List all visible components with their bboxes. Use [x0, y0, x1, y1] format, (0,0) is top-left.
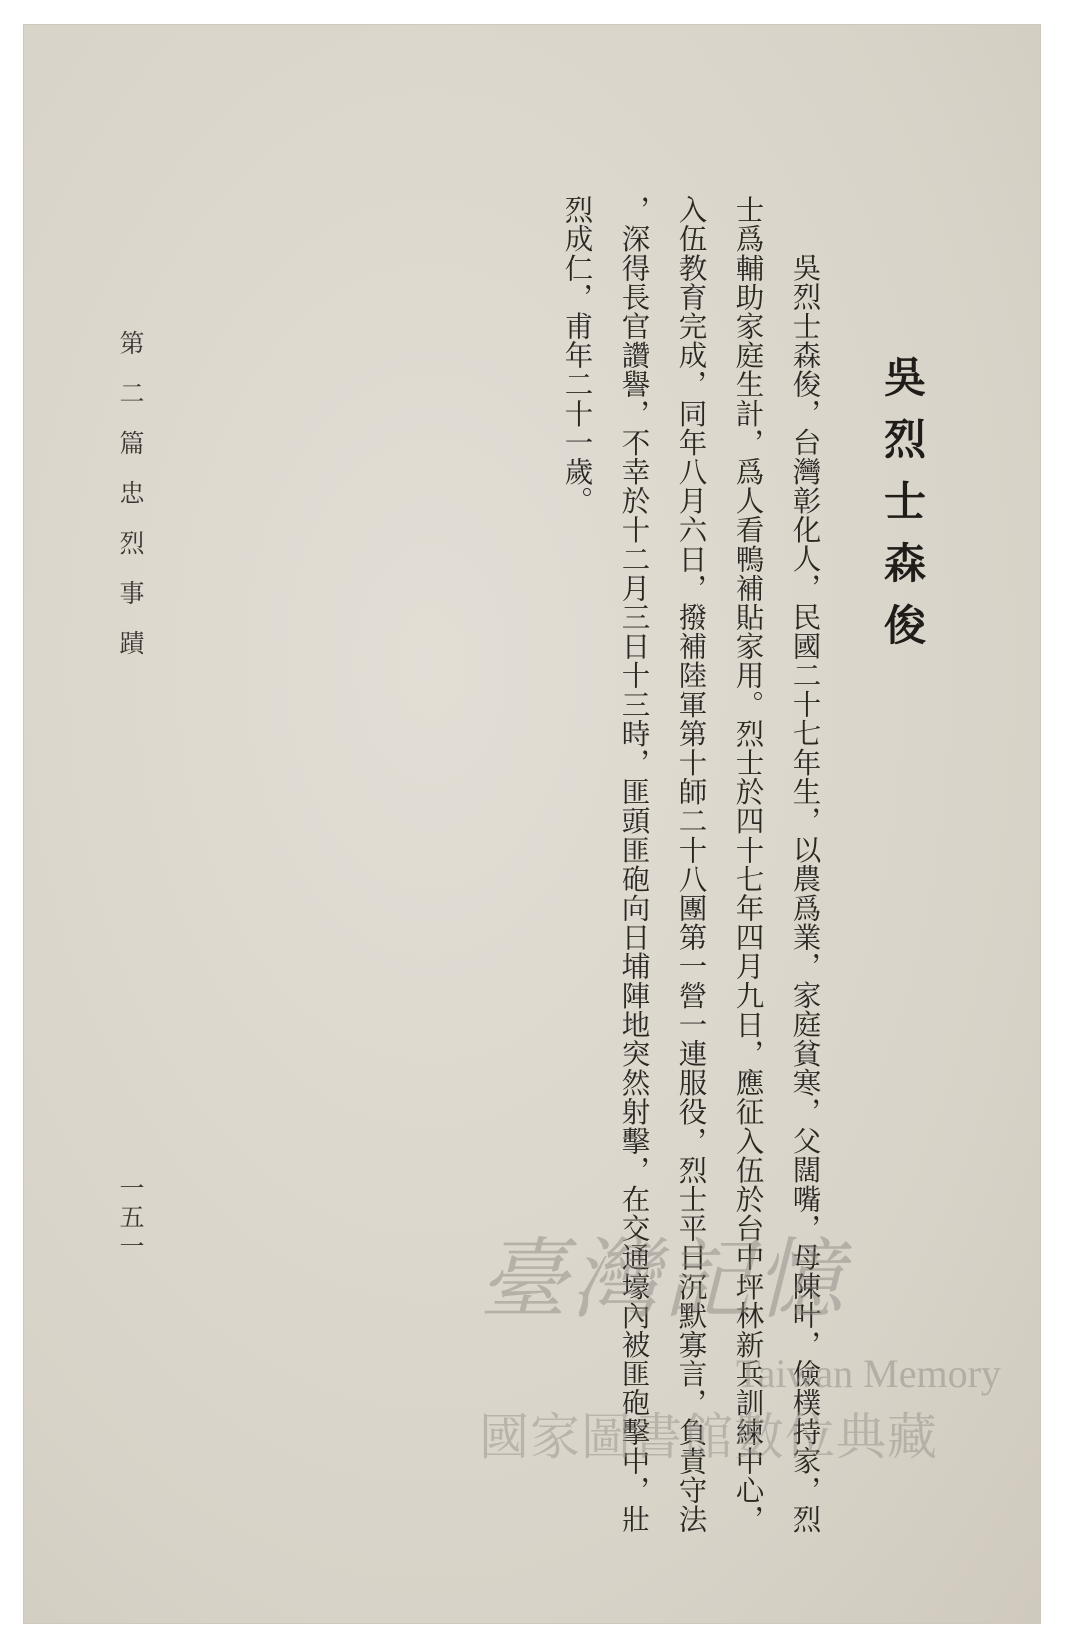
- page-number: 一五一: [116, 1175, 145, 1262]
- watermark-calligraphy: 臺灣記憶: [479, 1228, 848, 1331]
- watermark-english: Taiwan Memory: [736, 1351, 1001, 1396]
- body-line-1: 吳烈士森俊，台灣彰化人，民國二十七年生，以農爲業，家庭貧寒，父闊嘴，母陳叶，儉樸持家，烈: [788, 253, 822, 1534]
- article-title: 吳烈士森俊: [878, 355, 927, 665]
- body-line-3: 入伍教育完成，同年八月六日，撥補陸軍第十師二十八團第一營一連服役，烈士平日沉默寡言，負責守法: [674, 195, 708, 1534]
- watermark-library: 國家圖書館數位典藏: [479, 1408, 938, 1466]
- body-line-2: 士爲輔助家庭生計，爲人看鴨補貼家用。烈士於四十七年四月九日，應征入伍於台中坪林新兵訓練中心，: [731, 195, 765, 1534]
- running-header: 第二篇忠烈事蹟: [116, 330, 145, 680]
- body-line-5: 烈成仁，甫年二十一歲。: [560, 195, 594, 516]
- book-page: [24, 25, 1040, 1623]
- body-line-4: ，深得長官讚譽，不幸於十二月三日十三時，匪頭匪砲向日埔陣地突然射擊，在交通壕內被匪砲擊中，壯: [617, 195, 651, 1534]
